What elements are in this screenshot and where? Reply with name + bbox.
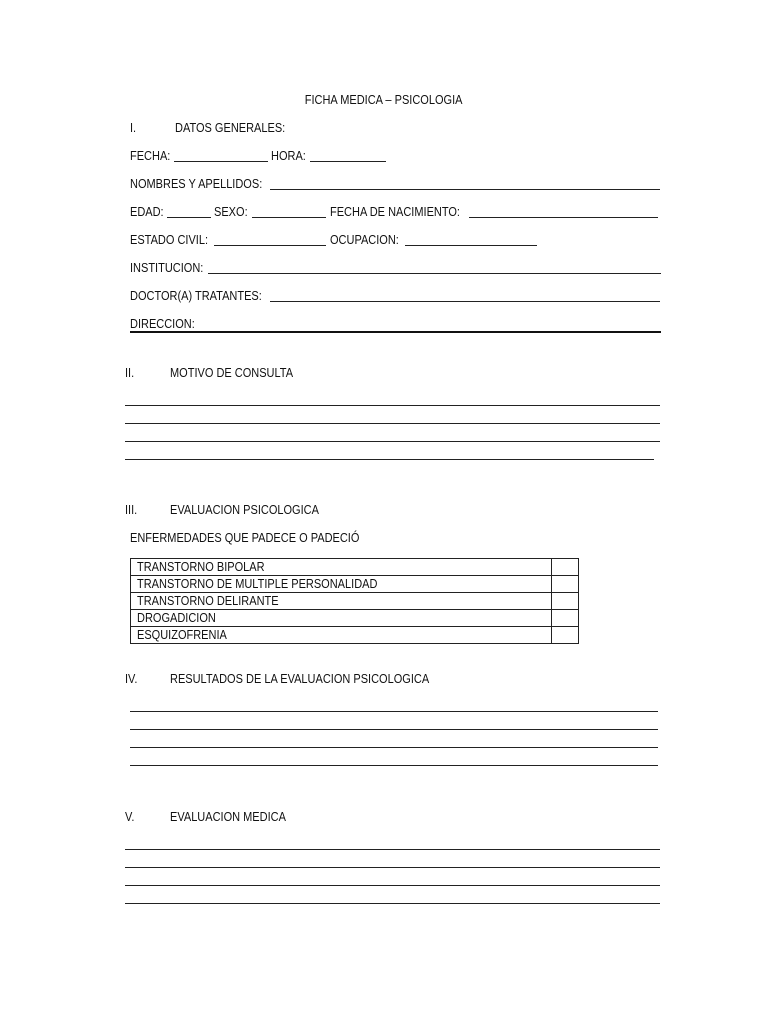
institucion-label: INSTITUCION: bbox=[130, 261, 204, 275]
doctor-field[interactable] bbox=[270, 301, 660, 302]
table-row bbox=[131, 610, 579, 627]
sexo-label: SEXO: bbox=[214, 205, 248, 219]
motivo-line[interactable] bbox=[125, 423, 660, 424]
motivo-line[interactable] bbox=[125, 441, 660, 442]
section-3-heading: EVALUACION PSICOLOGICA bbox=[170, 503, 319, 517]
table-row bbox=[131, 559, 579, 576]
hora-label: HORA: bbox=[271, 149, 306, 163]
estado-civil-field[interactable] bbox=[214, 245, 326, 246]
nacimiento-field[interactable] bbox=[469, 217, 658, 218]
fecha-label: FECHA: bbox=[130, 149, 171, 163]
section-1-number: I. bbox=[130, 121, 137, 135]
doctor-label: DOCTOR(A) TRATANTES: bbox=[130, 289, 262, 303]
condition-checkbox[interactable] bbox=[552, 610, 579, 627]
direccion-field[interactable] bbox=[130, 331, 661, 333]
estado-civil-label: ESTADO CIVIL: bbox=[130, 233, 209, 247]
condition-label: ESQUIZOFRENIA bbox=[131, 627, 552, 644]
condition-label: TRANSTORNO DE MULTIPLE PERSONALIDAD bbox=[131, 576, 552, 593]
evaluacion-medica-line[interactable] bbox=[125, 903, 660, 904]
section-2-number: II. bbox=[125, 366, 135, 380]
evaluacion-medica-line[interactable] bbox=[125, 885, 660, 886]
conditions-table bbox=[130, 558, 579, 644]
edad-field[interactable] bbox=[167, 217, 211, 218]
edad-label: EDAD: bbox=[130, 205, 164, 219]
condition-checkbox[interactable] bbox=[552, 593, 579, 610]
section-2-heading: MOTIVO DE CONSULTA bbox=[170, 366, 294, 380]
table-row bbox=[131, 593, 579, 610]
section-5-heading: EVALUACION MEDICA bbox=[170, 810, 286, 824]
section-4-heading: RESULTADOS DE LA EVALUACION PSICOLOGICA bbox=[170, 672, 430, 686]
section-1-heading: DATOS GENERALES: bbox=[175, 121, 286, 135]
condition-checkbox[interactable] bbox=[552, 627, 579, 644]
table-row bbox=[131, 576, 579, 593]
section-3-number: III. bbox=[125, 503, 138, 517]
evaluacion-medica-line[interactable] bbox=[125, 849, 660, 850]
resultados-line[interactable] bbox=[130, 747, 658, 748]
evaluacion-medica-line[interactable] bbox=[125, 867, 660, 868]
fecha-field[interactable] bbox=[174, 161, 268, 162]
institucion-field[interactable] bbox=[208, 273, 661, 274]
motivo-line[interactable] bbox=[125, 459, 654, 460]
nacimiento-label: FECHA DE NACIMIENTO: bbox=[330, 205, 460, 219]
sexo-field[interactable] bbox=[252, 217, 326, 218]
section-5-number: V. bbox=[125, 810, 135, 824]
conditions-subheading: ENFERMEDADES QUE PADECE O PADECIÓ bbox=[130, 531, 360, 545]
ocupacion-label: OCUPACION: bbox=[330, 233, 399, 247]
nombres-field[interactable] bbox=[270, 189, 660, 190]
ocupacion-field[interactable] bbox=[405, 245, 537, 246]
direccion-label: DIRECCION: bbox=[130, 317, 195, 331]
resultados-line[interactable] bbox=[130, 729, 658, 730]
table-row bbox=[131, 627, 579, 644]
condition-checkbox[interactable] bbox=[552, 559, 579, 576]
condition-label: TRANSTORNO BIPOLAR bbox=[131, 559, 552, 576]
condition-label: TRANSTORNO DELIRANTE bbox=[131, 593, 552, 610]
condition-label: DROGADICION bbox=[131, 610, 552, 627]
condition-checkbox[interactable] bbox=[552, 576, 579, 593]
motivo-line[interactable] bbox=[125, 405, 660, 406]
hora-field[interactable] bbox=[310, 161, 386, 162]
nombres-label: NOMBRES Y APELLIDOS: bbox=[130, 177, 263, 191]
resultados-line[interactable] bbox=[130, 711, 658, 712]
section-4-number: IV. bbox=[125, 672, 138, 686]
page-title: FICHA MEDICA – PSICOLOGIA bbox=[305, 93, 463, 107]
resultados-line[interactable] bbox=[130, 765, 658, 766]
